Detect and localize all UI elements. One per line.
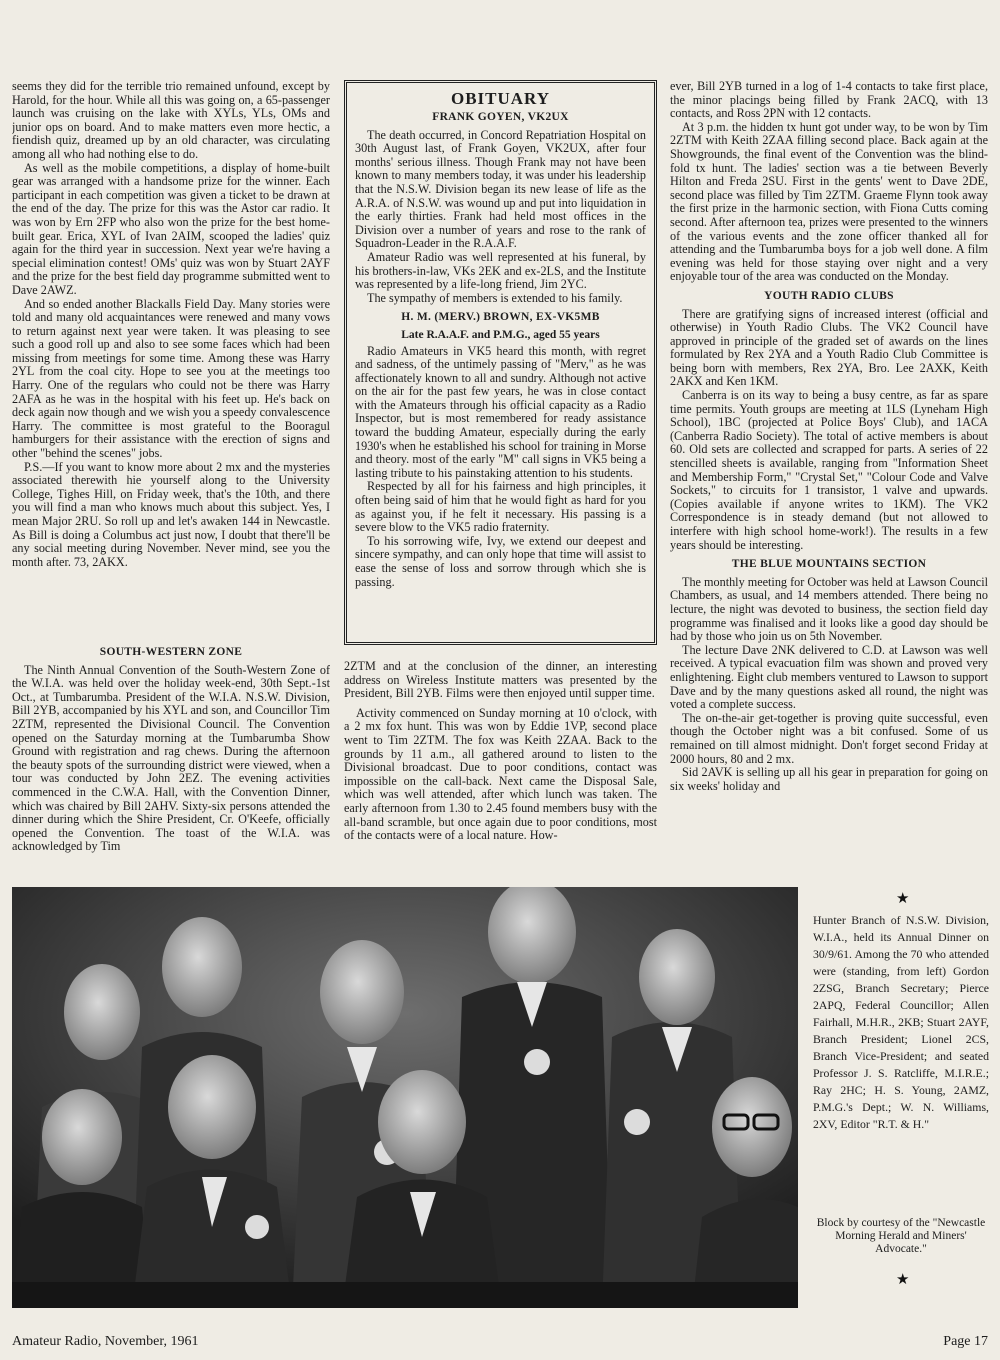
col1-paragraph: P.S.—If you want to know more about 2 mx and the mysteries associated therewith hie yourself along to the University College, Tighes Hill, on Friday week, that's the 10th, and there you will find a man who knows much about this subject. Yes, I mean Major 2RU. So roll up and let's awaken 144 in Newcastle. As Bill is doing a Columbus act just now, I doubt that there'll be any social meeting during November. Never mind, see you the month after. 73, 2AKX. bbox=[12, 459, 330, 569]
obituary-subtitle: Late R.A.A.F. and P.M.G., aged 55 years bbox=[401, 328, 600, 341]
footer-page-number: Page 17 bbox=[943, 1334, 988, 1349]
page-footer bbox=[12, 1334, 988, 1354]
obit-paragraph: To his sorrowing wife, Ivy, we extend our deepest and sincere sympathy, and can only hope that time will assist to ease the sense of loss and sorrow through which she is passing. bbox=[355, 533, 646, 589]
obituary-title: OBITUARY bbox=[450, 89, 551, 108]
group-photo bbox=[12, 887, 798, 1308]
heading-youth-radio-clubs: YOUTH RADIO CLUBS bbox=[764, 289, 894, 302]
youth-paragraph: There are gratifying signs of increased interest (official and otherwise) in Youth Radio Clubs. The VK2 Council have approved in principle of the graded set of awards on the lines formulated by Rex 2YA and a Youth Radio Club Committee is being born with members, Rex 2YA, Bro. Lee 2AXK, Keith 2AKX and Ken 1KM. bbox=[670, 306, 988, 389]
blue-paragraph: The monthly meeting for October was held at Lawson Council Chambers, as usual, and 14 members attended. There being no lecture, the night was devoted to business, the section field day programme was finalised and it looks like a good day should be had by those who join us on 5th November. bbox=[670, 574, 988, 644]
blue-paragraph: Sid 2AVK is selling up all his gear in preparation for going on six weeks' holiday and bbox=[670, 765, 988, 793]
footer-publication: Amateur Radio, November, 1961 bbox=[12, 1334, 199, 1349]
column-2-bottom bbox=[344, 660, 657, 876]
obit-paragraph: Radio Amateurs in VK5 heard this month, with regret and sadness, of the untimely passing of "Merv," as he was affectionately known to all and sundry. Although not active on the air for the past few years, he was in close contact with the Amateurs through his official capacity as a Radio Inspector, but is most remembered for ready assistance toward the budding Amateur, especially during the early 1930's when he established his school for training in Morse and theory. most of the early "M" call signs in VK5 being a lasting tribute to his painstaking attention to his students. bbox=[355, 343, 646, 480]
heading-south-western-zone: SOUTH-WESTERN ZONE bbox=[99, 646, 243, 658]
sw-paragraph: The Ninth Annual Convention of the South-Western Zone of the W.I.A. was held over the holiday week-end, 30th Sept.-1st Oct., at Tumbarumba. President of the W.I.A. N.S.W. Division, Bill 2YB, accompanied by his XYL and son, and Councillor Tim 2ZTM, represented the Divisional Council. The Convention opened on the Saturday morning at the Tumbarumba Show Ground with registration and rag chews. During the afternoon the beauty spots of the surrounding district were viewed, when a tour was conducted by John 2EZ. The evening activities commenced in the C.W.A. Hall, with the Convention Dinner, which was chaired by Bill 2AHV. Sixty-six persons attended the dinner during which the Shire President, Cr. O'Keefe, officially opened the Convention. The toast of the W.I.A. was acknowledged by Tim bbox=[12, 662, 330, 854]
col2-paragraph: 2ZTM and at the conclusion of the dinner, an interesting address on Wireless Institute matters was presented by the President, Bill 2YB. Films were then enjoyed until supper time. bbox=[344, 660, 657, 701]
star-icon: ★ bbox=[896, 1272, 910, 1288]
youth-paragraph: Canberra is on its way to being a busy centre, as far as spare time permits. Youth groups are meeting at 1LS (Lyneham High School), 1BC (projected at Police Boys' Club), and 1ACA (Canberra Radio Society). The total of active members is about 60. Old sets are collected and scrapped for parts. A series of 22 stencilled sheets is available, ranging from "Information Sheet and Membership Form," "Crystal Set," "Colour Code and Valve Sockets," to circuits for 1 transistor, 1 valve and upwards. (Copies available if anyone writes to 1KM). The VK2 Correspondence is in steady demand (but not allowed to interfere with high school home-work!). The results in a few years should be interesting. bbox=[670, 388, 988, 552]
col3-paragraph: ever, Bill 2YB turned in a log of 1-4 contacts to take first place, the minor placings being filled by Frank 2ACQ, with 13 contacts, and Ross 2PN with 12 contacts. bbox=[670, 80, 988, 121]
south-western-section bbox=[12, 640, 330, 876]
col1-paragraph: seems they did for the terrible trio remained unfound, except by Harold, for the hour. While all this was going on, a 65-passenger launch was cruising on the lake with XYLs, YLs, OMs and junior ops on board. And to make matters even more hectic, a fiendish quiz, dreamed up by an old character, was circulating among all who had nothing else to do. bbox=[12, 80, 330, 161]
photo-caption: Hunter Branch of N.S.W. Division, W.I.A., held its Annual Dinner on 30/9/61. Among the 70 who attended were (standing, from left) Gordon 2ZSG, Branch Secretary; Pierce 2APQ, Federal Councillor; Allen Fairhall, M.H.R., 2KB; Stuart 2AYF, Branch President; Lionel 2CS, Branch Vice-President; and seated Professor J. S. Ratcliffe, M.I.R.E.; Ray 2HC; H. S. Young, 2AMZ, P.M.G.'s Dept.; W. N. Williams, 2XV, Editor "R.T. & H." bbox=[813, 913, 989, 1131]
obituary-name-brown: H. M. (MERV.) BROWN, EX-VK5MB bbox=[401, 311, 600, 324]
group-photo-illustration bbox=[12, 887, 798, 1308]
col1-paragraph: And so ended another Blackalls Field Day. Many stories were told and many old acquaintances were renewed and many vows to return against next year were taken. It was pleasing to see such a good roll up and also to see some faces which had been missing from meetings for some time. Among these was Harry 2YL from the coal city. Hope to see you at the meetings too Harry. One of the regulars who could not be there was Harry 2AFA as he was in the hospital with his feet up. He's back on deck again now though and we wish you a speedy convalescence Harry. The committee is most grateful to the Booragul hamburgers for their assistance with the erection of signs and other "behind the scenes" jobs. bbox=[12, 296, 330, 461]
obit-paragraph: The sympathy of members is extended to his family. bbox=[367, 290, 623, 305]
heading-blue-mountains: THE BLUE MOUNTAINS SECTION bbox=[731, 558, 927, 571]
column-3 bbox=[670, 80, 988, 876]
column-1 bbox=[12, 80, 330, 636]
blue-paragraph: The lecture Dave 2NK delivered to C.D. at Lawson was well received. A typical evacuation film was shown and proved very enlightening. Eight club members ventured to Lawson to support Dave and by the many questions asked all round, the night was voted a complete success. bbox=[670, 642, 988, 712]
star-icon: ★ bbox=[896, 891, 910, 907]
obit-paragraph: Amateur Radio was well represented at his funeral, by his brothers-in-law, VKs 2EK and ex-2LS, and the Institute was represented by a life-long friend, Jim 2YC. bbox=[355, 249, 646, 292]
obituary-name-goyen: FRANK GOYEN, VK2UX bbox=[432, 111, 569, 123]
obit-paragraph: The death occurred, in Concord Repatriation Hospital on 30th August last, of Frank Goyen, VK2UX, after four months' serious illness. Though Frank may not have been known to many members today, it was under his leadership that the N.S.W. Division began its new lease of life as the A.R.A. of N.S.W. was wound up and put into liquidation in the early thirties. Frank had held most offices in the Division over a number of years and rose to the rank of Squadron-Leader in the R.A.A.F. bbox=[355, 127, 646, 251]
col1-paragraph: As well as the mobile competitions, a display of home-built gear was arranged with a handsome prize for the winner. Each participant in each competition was given a ticket to be drawn at the end of the day. The prize for this was the Astor car radio. It was won by Ern 2FP who also won the prize for the best home-built gear. Erica, XYL of Ivan 2AIM, scooped the ladies' quiz again for the third year in succession. Next year we're having a special elimination contest! OMs' quiz was won by Stuart 2AYF and the prize for the best field day programme submitted went to Dave 2AWZ. bbox=[12, 160, 330, 297]
blue-paragraph: The on-the-air get-together is proving quite successful, even though the October night was a bit confused. Some of us remained on till almost midnight. Don't forget second Friday at 2000 hours, 80 and 2 mx. bbox=[670, 710, 988, 766]
obit-paragraph: Respected by all for his fairness and high principles, it often being said of him that he would fight as hard for you as against you, if he felt it necessary. His passing is a severe blow to the VK5 radio fraternity. bbox=[355, 479, 646, 535]
photo-credit: Block by courtesy of the "Newcastle Morning Herald and Miners' Advocate." bbox=[816, 1217, 986, 1255]
col2-paragraph: Activity commenced on Sunday morning at 10 o'clock, with a 2 mx fox hunt. This was won by Eddie 1VP, second place went to Tim 2ZTM. The fox was Keith 2ZAA. Back to the grounds by 11 a.m., all gathered around to listen to the Divisional broadcast. Due to poor conditions, contact was impossible on the call-back. Next came the Disposal Sale, which was well attended, after which lunch was taken. The early afternoon from 1.30 to 2.45 found members busy with the all-band scramble, but once again due to poor conditions, most of the contacts were of a local nature. How- bbox=[344, 705, 657, 843]
col3-paragraph: At 3 p.m. the hidden tx hunt got under way, to be won by Tim 2ZTM with Keith 2ZAA filling second place. Back again at the Showgrounds, the final event of the Convention was the blind-fold tx hunt. The ladies' section was a tie between Beverly Hilton and Freda 2SU. First in the gents' went to Dave 2DE, second place was filled by Tim 2ZTM. Graeme Flynn took away the first prize in the harmonic section, with Fiona Cutts coming second. After afternoon tea, prizes were presented to the winners of the various events and the zone officer thanked all for attending and the Tumbarumba boys for a job well done. A film evening was held for those staying over night and a very enjoyable tour of the area was conducted on the Monday. bbox=[670, 119, 988, 284]
obituary-box bbox=[344, 80, 657, 645]
